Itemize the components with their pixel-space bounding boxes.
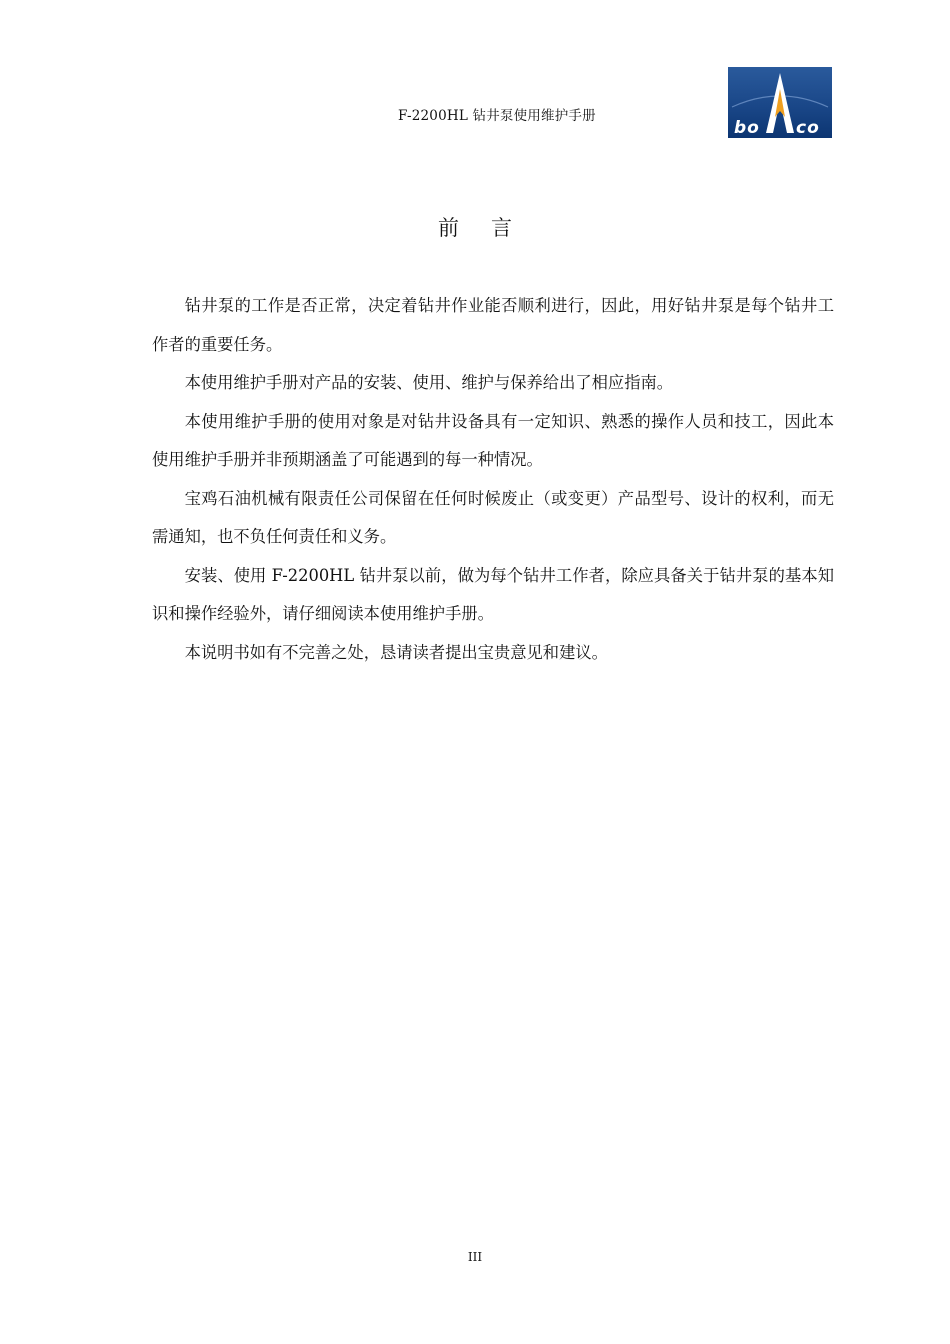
paragraph: 本说明书如有不完善之处，恳请读者提出宝贵意见和建议。 [184,642,608,662]
svg-text:bo: bo [734,118,760,138]
heading-char-1: 前 [438,216,459,240]
preface-body [152,287,834,672]
svg-text:co: co [796,118,820,138]
paragraph: 本使用维护手册的使用对象是对钻井设备具有一定知识、熟悉的操作人员和技工，因此本使用维护手册并非预期涵盖了可能遇到的每一种情况。 [152,411,834,469]
bomco-logo [728,67,832,138]
running-header-title: F-2200HL 钻井泵使用维护手册 [398,108,596,124]
paragraph: 钻井泵的工作是否正常，决定着钻井作业能否顺利进行，因此，用好钻井泵是每个钻井工作者的重要任务。 [152,296,834,354]
paragraph: 宝鸡石油机械有限责任公司保留在任何时候废止（或变更）产品型号、设计的权利，而无需通知，也不负任何责任和义务。 [152,488,834,546]
page-number: III [467,1250,483,1264]
paragraph: 安装、使用 F-2200HL 钻井泵以前，做为每个钻井工作者，除应具备关于钻井泵的基本知识和操作经验外，请仔细阅读本使用维护手册。 [152,565,834,623]
paragraph: 本使用维护手册对产品的安装、使用、维护与保养给出了相应指南。 [184,373,674,392]
page-heading [0,212,950,242]
heading-char-2: 言 [491,216,512,240]
